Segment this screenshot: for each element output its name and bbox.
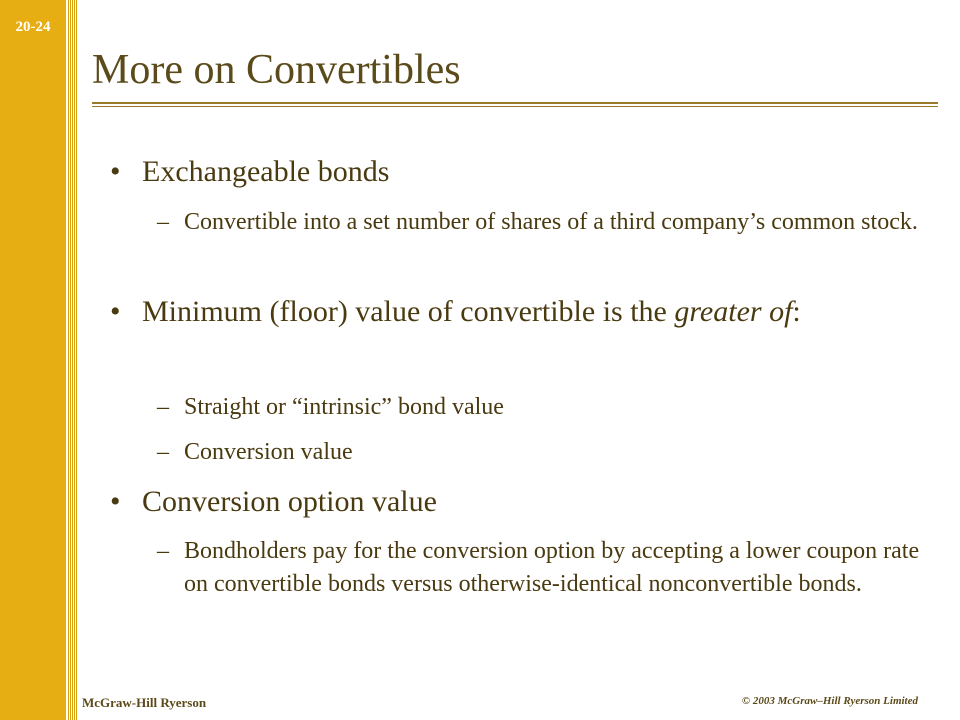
- title-underline: [92, 102, 938, 107]
- sub-bullet-3-1: [157, 535, 927, 601]
- bullet-item-1: [110, 153, 925, 191]
- sidebar-stripes: [68, 0, 77, 720]
- sidebar-band: [0, 0, 66, 720]
- dash-symbol: –: [157, 538, 169, 564]
- slide-number: 20-24: [15, 19, 51, 35]
- bullet-text-plain: Minimum (floor) value of convertible is the: [142, 295, 675, 328]
- bullet-text-italic: greater of: [674, 295, 793, 328]
- bullet-item-2: [110, 293, 925, 331]
- dash-symbol: –: [157, 209, 169, 235]
- footer-publisher: McGraw-Hill Ryerson: [82, 695, 207, 710]
- bullet-text-2: [142, 293, 925, 331]
- bullet-symbol: •: [110, 295, 121, 328]
- bullet-symbol: •: [110, 485, 121, 518]
- sub-bullet-1-1: [157, 206, 927, 239]
- dash-symbol: –: [157, 394, 169, 420]
- sub-bullet-2-1: [157, 391, 927, 424]
- bullet-text-colon: :: [792, 295, 801, 328]
- sub-bullet-text: Bondholders pay for the conversion option by accepting a lower coupon rate on convertible bonds versus otherwise-identical nonconvertible bonds.: [184, 538, 920, 597]
- sub-bullet-2-2: [157, 436, 927, 469]
- slide-title: More on Convertibles: [92, 47, 461, 93]
- bullet-text: Conversion option value: [142, 485, 437, 518]
- sub-bullet-text: Convertible into a set number of shares of a third company’s common stock.: [184, 209, 918, 235]
- sub-bullet-text: Straight or “intrinsic” bond value: [184, 394, 504, 420]
- dash-symbol: –: [157, 439, 169, 465]
- bullet-text: Exchangeable bonds: [142, 155, 390, 188]
- footer-copyright: © 2003 McGraw–Hill Ryerson Limited: [741, 695, 918, 707]
- bullet-item-3: [110, 483, 925, 521]
- sub-bullet-text: Conversion value: [184, 439, 353, 465]
- bullet-symbol: •: [110, 155, 121, 188]
